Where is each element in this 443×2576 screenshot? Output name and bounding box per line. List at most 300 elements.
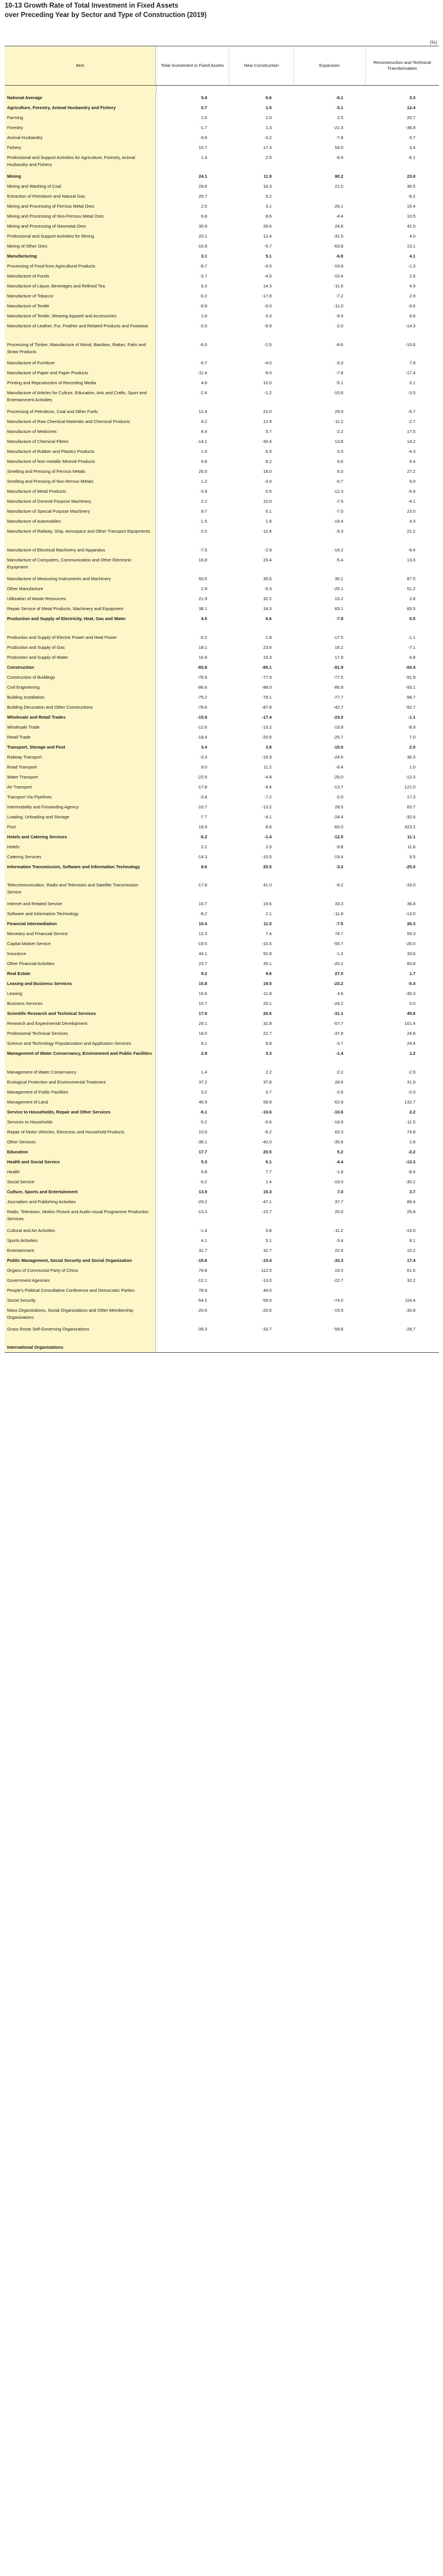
reconstruction-value: 323.2 [404,824,415,830]
new-construction-value: 19.3 [263,654,272,660]
table-row [5,1097,439,1107]
row-label: Other Financial Activities [5,959,156,969]
expansion-value: -1.2 [336,951,343,957]
expansion-value: -19.4 [333,854,343,859]
row-label: Manufacture of Tobacco [5,291,156,301]
row-label: Manufacture of Railway, Ship, Aerospace and Other Transport Equipments [5,526,156,545]
reconstruction-value: 13.6 [407,557,415,563]
total-value: -76.9 [197,674,207,680]
new-construction-value: -4.8 [264,774,272,780]
table-row [5,545,439,555]
new-construction-value: -4.1 [264,814,272,820]
expansion-value: 4.6 [337,991,343,997]
total-value: -5.2 [199,1119,207,1125]
new-construction-value: 9.8 [265,1041,272,1047]
expansion-value: -58.8 [333,1326,343,1332]
row-label: People's Political Consultative Conference and Democratic Parties [5,1285,156,1295]
reconstruction-value: 83.5 [407,605,415,611]
reconstruction-value: 11.8 [407,844,415,849]
new-construction-value: 2.2 [265,1069,272,1075]
new-construction-value: -13.2 [262,724,272,730]
new-construction-value: 11.2 [263,764,272,770]
table-row [5,1028,439,1038]
expansion-value: -6.4 [336,764,343,770]
row-label: Research and Experimental Development [5,1018,156,1028]
new-construction-value: -20.5 [262,734,272,740]
row-label: Internet and Related Service [5,899,156,909]
total-value: -10.9 [197,243,207,249]
new-construction-value: -2.5 [264,341,272,347]
row-label: Transport Via Pipelines [5,792,156,802]
table-row-sector [5,93,439,103]
new-construction-value: 1.3 [265,125,272,130]
reconstruction-value: -3.5 [408,390,415,396]
total-value: 2.9 [201,585,207,591]
new-construction-value: 5.1 [265,253,272,259]
new-construction-value: -30.4 [262,439,272,445]
new-construction-value: 6.5 [265,449,272,455]
new-construction-value: -15.5 [262,941,272,947]
table-row [5,496,439,506]
expansion-value: 15.2 [334,595,343,601]
new-construction-value: -58.0 [262,1297,272,1303]
reconstruction-value: 45.6 [407,1011,415,1017]
reconstruction-value: -8.9 [408,724,415,730]
new-construction-value: 11.9 [263,173,272,179]
new-construction-value: 2.1 [265,911,272,917]
total-value: 30.9 [198,223,207,229]
table-row [5,909,439,919]
table-row [5,1018,439,1028]
table-row [5,1117,439,1127]
row-label: Leasing and Business Services [5,979,156,989]
title-block [5,1,439,20]
table-row-sector [5,614,439,632]
row-label: Wholesale Trade [5,722,156,732]
row-label: Manufacture of Chemical Fibres [5,436,156,446]
reconstruction-value [366,1285,439,1295]
table-row [5,311,439,321]
reconstruction-value: -8.5 [408,1169,415,1174]
table-row [5,959,439,969]
total-value: -86.6 [197,684,207,690]
table-row [5,1324,439,1343]
table-row [5,476,439,486]
new-construction-value: 10.0 [263,499,272,505]
row-label: Farming [5,113,156,123]
total-value: -9.1 [199,1109,207,1115]
new-construction-value: 12.9 [263,419,272,425]
table-title-line-2: over Preceding Year by Sector and Type of Construction (2019) [5,12,207,19]
expansion-value: 90.2 [334,173,343,179]
new-construction-value: 19.5 [263,981,272,987]
expansion-value: -2.2 [336,429,343,435]
reconstruction-value: 6.4 [409,459,415,465]
row-label: Manufacture of Measuring Instruments and Machinery [5,574,156,584]
row-label: Fishery [5,143,156,153]
reconstruction-value: -1.1 [408,714,415,720]
reconstruction-value: -98.7 [405,694,415,700]
total-value: 4.2 [201,419,207,425]
total-value: -78.6 [197,704,207,710]
expansion-value: 63.3 [334,1129,343,1135]
row-label: Building Decoration and Other Constructions [5,702,156,712]
reconstruction-value: 24.8 [407,1031,415,1037]
total-value: 3.4 [201,744,207,750]
total-value: 10.5 [198,1129,207,1135]
row-label: Agriculture, Forestry, Animal Husbandry and Fishery [5,103,156,113]
expansion-value: -6.9 [336,253,343,259]
reconstruction-value: 32.2 [407,1277,415,1283]
total-value: -39.3 [197,1326,207,1332]
table-row [5,782,439,792]
expansion-value: -16.2 [333,547,343,553]
new-construction-value: 22.0 [263,409,272,415]
total-value: -15.6 [197,1257,207,1263]
table-row [5,682,439,692]
expansion-value: -77.5 [333,674,343,680]
reconstruction-value: 17.3 [407,794,415,800]
total-value: 13.9 [198,1189,207,1194]
total-value: 46.9 [198,1099,207,1105]
expansion-value: -2.2 [336,1069,343,1075]
reconstruction-value: -30.3 [405,991,415,997]
total-value: -6.0 [199,341,207,347]
total-value: -18.4 [197,734,207,740]
table-row-sector [5,251,439,261]
expansion-value: 7.0 [337,1189,343,1194]
new-construction-value: 10.0 [263,380,272,386]
expansion-value: -63.8 [333,243,343,249]
row-label: Production and Supply of Gas [5,642,156,652]
expansion-value: -10.0 [333,744,343,750]
reconstruction-value: 31.9 [407,1079,415,1085]
new-construction-value: 1.8 [265,519,272,524]
new-construction-value: -2.9 [264,547,272,553]
table-row [5,880,439,899]
expansion-value: -19.9 [333,724,343,730]
table-row-sector [5,979,439,989]
table-row [5,1305,439,1324]
total-value: -8.2 [199,911,207,917]
expansion-value: -55.7 [333,941,343,947]
new-construction-value: 23.6 [263,644,272,650]
row-label: National Average [5,93,156,103]
total-value: 4.5 [201,615,207,621]
table-row [5,762,439,772]
table-row [5,822,439,832]
new-construction-value: 16.3 [263,183,272,189]
table-row [5,1137,439,1147]
new-construction-value: -7.2 [264,794,272,800]
table-body [5,93,439,1352]
table-row [5,672,439,682]
row-label: Forestry [5,123,156,133]
total-value: 2.2 [201,844,207,849]
row-label: Processing of Petroleum, Coal and Other Fuels [5,407,156,417]
header-reconstruction: Reconstruction and Technical Transformation [373,60,431,71]
table-row [5,368,439,378]
new-construction-value: 2.5 [265,155,272,160]
reconstruction-value: 0.5 [409,615,415,621]
new-construction-value: 20.5 [263,864,272,869]
reconstruction-value: -6.2 [408,193,415,199]
reconstruction-value: 17.5 [407,429,415,435]
row-label: Leasing [5,989,156,998]
reconstruction-value: -11.5 [405,1119,415,1125]
new-construction-value: 2.5 [265,844,272,849]
new-construction-value: 5.7 [265,429,272,435]
new-construction-value: -6.9 [264,323,272,329]
row-label: Business Services [5,998,156,1008]
total-value: 4.6 [201,380,207,386]
reconstruction-value: 20.7 [407,115,415,120]
reconstruction-value: -93.4 [405,664,415,670]
total-value: 0.7 [201,105,207,110]
expansion-value: -9.3 [336,529,343,534]
row-label: Utilization of Waste Resources [5,594,156,604]
row-label: Repair Service of Metal Products, Machinery and Equipment [5,604,156,614]
total-value: 16.6 [198,991,207,997]
total-value: 6.3 [201,283,207,289]
expansion-value: 6.5 [337,469,343,475]
table-row-sector [5,1187,439,1197]
expansion-value [294,1342,366,1352]
expansion-value: -25.0 [333,774,343,780]
total-value: 1.4 [201,1069,207,1075]
new-construction-value: 8.8 [265,824,272,830]
reconstruction-value: -7.1 [408,644,415,650]
table-row [5,113,439,123]
table-row [5,792,439,802]
row-label: Manufacture of Computers, Communication and Other Electronic Equipment [5,555,156,574]
reconstruction-value: -1.1 [408,634,415,640]
total-value: -11.4 [197,370,207,376]
total-value: -3.6 [199,135,207,140]
reconstruction-value: 7.0 [409,734,415,740]
new-construction-value: -20.5 [262,1307,272,1313]
new-construction-value: -11.4 [262,529,272,534]
table-row [5,652,439,662]
expansion-value: -7.2 [336,293,343,299]
expansion-value: -12.5 [333,834,343,840]
table-row [5,221,439,231]
row-label: Insurance [5,949,156,959]
table-row [5,388,439,407]
table-row [5,632,439,642]
total-value: 17.9 [198,1011,207,1017]
reconstruction-value: 2.9 [409,293,415,299]
table-row [5,143,439,153]
table-row [5,1275,439,1285]
new-construction-value: -15.7 [262,1209,272,1214]
total-value: 9.2 [201,971,207,977]
new-construction-value: 5.3 [265,313,272,319]
reconstruction-value: 3.7 [409,1189,415,1194]
reconstruction-value: -10.6 [405,341,415,347]
new-construction-value: -9.5 [264,263,272,269]
reconstruction-value: 2.0 [409,744,415,750]
new-construction-value: 1.8 [265,634,272,640]
table-row [5,998,439,1008]
expansion-value: -2.0 [336,323,343,329]
new-construction-value: -85.1 [262,664,272,670]
reconstruction-value: -6.1 [408,155,415,160]
total-value: 31.7 [198,1247,207,1253]
expansion-value: -13.7 [333,784,343,790]
new-construction-value: 14.3 [263,283,272,289]
table-row [5,939,439,949]
table-row [5,291,439,301]
reconstruction-value: 25.8 [407,1209,415,1214]
reconstruction-value: 121.0 [404,784,415,790]
total-value: 1.8 [201,313,207,319]
total-value: 16.7 [198,901,207,907]
table-row [5,702,439,712]
row-label: Education [5,1147,156,1157]
table-header-row [5,46,439,86]
new-construction-value: 3.1 [265,203,272,209]
row-label: Printing and Reproduction of Recording Media [5,378,156,388]
reconstruction-value: 116.4 [405,1297,415,1303]
expansion-value: -42.7 [333,704,343,710]
new-construction-value: 59.9 [263,1099,272,1105]
row-label: Repair of Motor Vehicles, Electronic and Household Products [5,1127,156,1137]
row-label: Manufacture of Medicines [5,426,156,436]
row-label: Railway Transport [5,752,156,762]
expansion-value: -1.4 [336,1051,343,1057]
new-construction-value: 32.2 [263,595,272,601]
row-label: Science and Technology Popularization and Application Services [5,1038,156,1048]
total-value: 1.2 [201,479,207,485]
row-label: Hotels and Catering Services [5,832,156,842]
expansion-value: -25.1 [333,585,343,591]
table-row [5,1177,439,1187]
reconstruction-value: 36.3 [407,754,415,760]
table-row [5,201,439,211]
expansion-value: -31.1 [333,1011,343,1017]
total-value: 12.3 [198,931,207,937]
expansion-value: 37.7 [334,1199,343,1204]
new-construction-value: 20.1 [263,1001,272,1007]
row-label: Manufacture of Special Purpose Machinery [5,506,156,516]
expansion-value: -77.7 [333,694,343,700]
expansion-value: 20.0 [334,1209,343,1214]
new-construction-value: -16.9 [262,754,272,760]
table-row [5,407,439,417]
expansion-value: -24.6 [333,754,343,760]
total-value: 2.9 [201,1051,207,1057]
row-label: Construction [5,662,156,672]
new-construction-value: -47.1 [262,1199,272,1204]
new-construction-value: 20.5 [263,1149,272,1155]
expansion-value: 13.8 [334,439,343,445]
row-label: Cultural and Art Activities [5,1226,156,1235]
table-row [5,852,439,862]
new-construction-value: 6.6 [265,615,272,621]
row-label: Culture, Sports and Entertainment [5,1187,156,1197]
table-row [5,301,439,311]
expansion-value: 19.3 [334,1267,343,1273]
total-value: -22.5 [197,774,207,780]
table-row [5,899,439,909]
total-value: -2.4 [199,390,207,396]
table-row [5,191,439,201]
header-item: Item [5,46,156,85]
total-value: -1.4 [199,1227,207,1233]
expansion-value: -10.6 [333,1109,343,1115]
row-label: Mining [5,171,156,181]
total-value: 6.8 [201,213,207,219]
row-label: Government Agencies [5,1275,156,1285]
row-label: Management of Water Conservancy, Environment and Public Facilities [5,1048,156,1067]
table-row [5,1285,439,1295]
reconstruction-value: -6.7 [408,409,415,415]
expansion-value: -2.0 [336,794,343,800]
total-value: -0.2 [199,1179,207,1184]
expansion-value: -20.2 [333,961,343,967]
total-value: 29.1 [198,1021,207,1027]
total-value: -14.1 [197,439,207,445]
new-construction-value: 32.7 [263,1247,272,1253]
row-label: Mass Organizations, Social Organizations and Other Membership Organizations [5,1305,156,1324]
expansion-value: 16.2 [334,644,343,650]
table-row [5,526,439,545]
new-construction-value: -17.4 [262,714,272,720]
expansion-value: 33.3 [334,901,343,907]
new-construction-value: 44.0 [263,1287,272,1293]
expansion-value: -9.5 [336,313,343,319]
expansion-value: -11.2 [333,1227,343,1233]
table-row [5,1295,439,1305]
total-value: 38.1 [198,605,207,611]
reconstruction-value: 1.7 [409,971,415,977]
reconstruction-value: -2.0 [408,1089,415,1095]
expansion-value: -24.4 [333,814,343,820]
total-value [156,1342,229,1352]
table-row [5,1235,439,1245]
row-label: Manufacture of Furniture [5,358,156,368]
header-expansion: Expansion [294,46,366,85]
expansion-value: 17.9 [334,654,343,660]
total-value: -3.4 [199,794,207,800]
expansion-value: -0.7 [336,479,343,485]
table-row-sector [5,1255,439,1265]
expansion-value: -3.4 [336,1237,343,1243]
new-construction-value: 32.8 [263,1021,272,1027]
row-label: Manufacture of Textile [5,301,156,311]
table-row [5,802,439,812]
table-row [5,1207,439,1226]
reconstruction-value: -36.8 [405,125,415,130]
reconstruction-value: 36.8 [407,901,415,907]
row-label: Mining of Other Ores [5,241,156,251]
expansion-value: -7.5 [336,921,343,927]
expansion-value: 22.4 [334,1247,343,1253]
new-construction-value: -13.0 [262,1277,272,1283]
total-value: -29.2 [197,1199,207,1204]
reconstruction-value: 26.3 [407,921,415,927]
reconstruction-value: 7.8 [409,360,415,366]
total-value: 2.5 [201,203,207,209]
reconstruction-value: 51.2 [407,585,415,591]
table-row [5,417,439,426]
new-construction-value: 17.3 [263,145,272,150]
reconstruction-value: -9.6 [408,303,415,309]
reconstruction-value: -30.2 [405,1179,415,1184]
new-construction-value: 5.1 [265,1237,272,1243]
total-value: -83.8 [197,664,207,670]
